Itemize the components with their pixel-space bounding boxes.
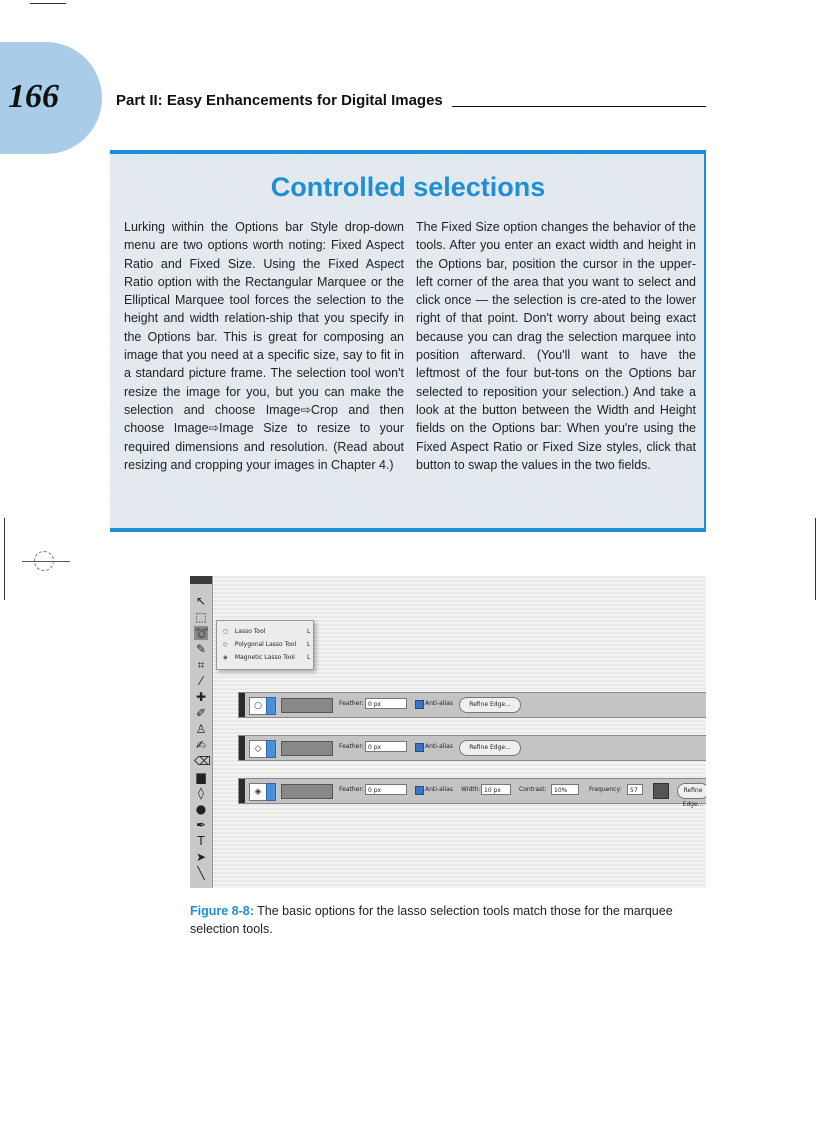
feather-label: Feather: <box>339 786 364 793</box>
antialias-label: Anti-alias <box>425 743 453 750</box>
flyout-label: Lasso Tool <box>234 628 266 635</box>
flyout-label: Magnetic Lasso Tool <box>234 654 295 661</box>
refine-edge-button[interactable]: Refine Edge... <box>459 697 521 713</box>
top-rule <box>30 3 66 4</box>
frequency-label: Frequency: <box>589 786 622 793</box>
magnetic-lasso-preset-icon[interactable]: ◈ <box>249 783 267 801</box>
refine-edge-button[interactable]: Refine Edge... <box>677 783 706 799</box>
sidebar-title: Controlled selections <box>270 172 546 202</box>
registration-circle <box>34 551 54 571</box>
antialias-checkbox[interactable] <box>415 743 424 752</box>
refine-edge-button[interactable]: Refine Edge... <box>459 740 521 756</box>
feather-input[interactable]: 0 px <box>365 784 407 795</box>
type-tool-icon[interactable]: T <box>197 834 205 848</box>
selection-mode-buttons[interactable] <box>281 698 333 713</box>
blur-icon[interactable]: ◊ <box>198 786 204 800</box>
figure-caption-text: The basic options for the lasso selection tools match those for the marquee selection tools. <box>190 904 673 936</box>
healing-brush-icon[interactable]: ✚ <box>195 690 207 704</box>
page-number: 166 <box>8 78 59 115</box>
lasso-tool-icon[interactable]: ➰ <box>194 626 209 640</box>
feather-label: Feather: <box>339 700 364 707</box>
options-bar-lasso <box>238 692 706 718</box>
antialias-checkbox[interactable] <box>415 786 424 795</box>
figure-label: Figure 8-8: <box>190 904 254 918</box>
feather-input[interactable]: 0 px <box>365 741 407 752</box>
flyout-polygonal-lasso-tool[interactable] <box>223 638 311 651</box>
tools-panel-header[interactable] <box>190 576 212 584</box>
sidebar-column-right: The Fixed Size option changes the behavior of the tools. After you enter an exact width and height in the Options bar, position the cursor in the upper-left corner of the area that you want to select and click once — the selection is cre-ated to the lower right of that point. Don't worry about being exact because you can drag the selection marquee into position afterward. (You'll want to have the leftmost of the four but-tons on the Options bar selected to reposition your selection.) And take a look at the button between the Width and Height fields on the Options bar: When you're using the Fixed Aspect Ratio or Fixed Size styles, click that button to swap the values in the two fields. <box>416 220 696 472</box>
part-title: Part II: Easy Enhancements for Digital Images <box>116 92 443 109</box>
options-bar-grip <box>239 779 245 803</box>
magnetic-lasso-icon: ◈ <box>223 654 228 661</box>
contrast-label: Contrast: <box>519 786 547 793</box>
polygonal-lasso-preset-icon[interactable]: ◇ <box>249 740 267 758</box>
flyout-shortcut: L <box>307 654 311 661</box>
quick-selection-icon[interactable]: ✎ <box>195 642 207 656</box>
width-input[interactable]: 10 px <box>481 784 511 795</box>
selection-mode-buttons[interactable] <box>281 741 333 756</box>
options-bar-magnetic-lasso <box>238 778 706 808</box>
path-selection-icon[interactable]: ➤ <box>195 850 207 864</box>
feather-input[interactable]: 0 px <box>365 698 407 709</box>
flyout-shortcut: L <box>307 641 311 648</box>
margin-line-left <box>4 518 5 600</box>
clone-stamp-icon[interactable]: ♙ <box>195 722 207 736</box>
flyout-label: Polygonal Lasso Tool <box>234 641 297 648</box>
pen-pressure-icon[interactable] <box>653 783 669 799</box>
eraser-icon[interactable]: ⌫ <box>194 754 211 768</box>
line-tool-icon[interactable]: ╲ <box>197 866 205 880</box>
tools-panel <box>190 576 213 888</box>
sidebar-bottom-rule <box>110 528 706 532</box>
lasso-icon: ○ <box>223 628 229 635</box>
flyout-shortcut: L <box>307 628 311 635</box>
history-brush-icon[interactable]: ✍ <box>195 738 207 752</box>
marquee-tool-icon[interactable]: ⬚ <box>195 610 207 624</box>
move-tool-icon[interactable]: ↖ <box>195 594 207 608</box>
antialias-label: Anti-alias <box>425 786 453 793</box>
feather-label: Feather: <box>339 743 364 750</box>
preset-dropdown[interactable] <box>266 783 276 801</box>
gradient-icon[interactable]: ▆ <box>196 770 206 784</box>
preset-dropdown[interactable] <box>266 740 276 758</box>
antialias-label: Anti-alias <box>425 700 453 707</box>
figure-caption <box>190 902 710 938</box>
lasso-preset-icon[interactable]: ○ <box>249 697 267 715</box>
eyedropper-icon[interactable]: ⁄ <box>199 674 202 688</box>
brush-icon[interactable]: ✐ <box>195 706 207 720</box>
header-rule <box>452 106 706 107</box>
width-label: Width: <box>461 786 481 793</box>
selection-mode-buttons[interactable] <box>281 784 333 799</box>
flyout-lasso-tool[interactable] <box>223 625 311 638</box>
sidebar-column-left: Lurking within the Options bar Style drop-down menu are two options worth noting: Fixed Aspect Ratio and Fixed Size. Using the Fixed Aspect Ratio option with the Rectangular Marquee or the Elliptical Marquee tool forces the selection to the height and width relation-ship that you specify in the Options bar. This is great for composing an image that you need at a specific size, say to fit in a standard picture frame. The selection tool won't resize the image for you, but you can make the selection and choose Image⇨Crop and then choose Image⇨Image Size to resize to your required dimensions and resolution. (Read about resizing and cropping your images in Chapter 4.) <box>124 220 404 472</box>
crop-tool-icon[interactable]: ⌗ <box>197 658 205 672</box>
preset-dropdown[interactable] <box>266 697 276 715</box>
contrast-input[interactable]: 10% <box>551 784 579 795</box>
dodge-icon[interactable]: ● <box>195 802 207 816</box>
frequency-input[interactable]: 57 <box>627 784 643 795</box>
antialias-checkbox[interactable] <box>415 700 424 709</box>
pen-tool-icon[interactable]: ✒ <box>195 818 207 832</box>
lasso-flyout-menu <box>216 620 314 670</box>
options-bar-polygonal-lasso <box>238 735 706 761</box>
figure-screenshot <box>190 576 706 888</box>
flyout-magnetic-lasso-tool[interactable] <box>223 651 311 664</box>
options-bar-grip <box>239 736 245 760</box>
polygonal-lasso-icon: ◇ <box>223 641 228 648</box>
options-bar-grip <box>239 693 245 717</box>
